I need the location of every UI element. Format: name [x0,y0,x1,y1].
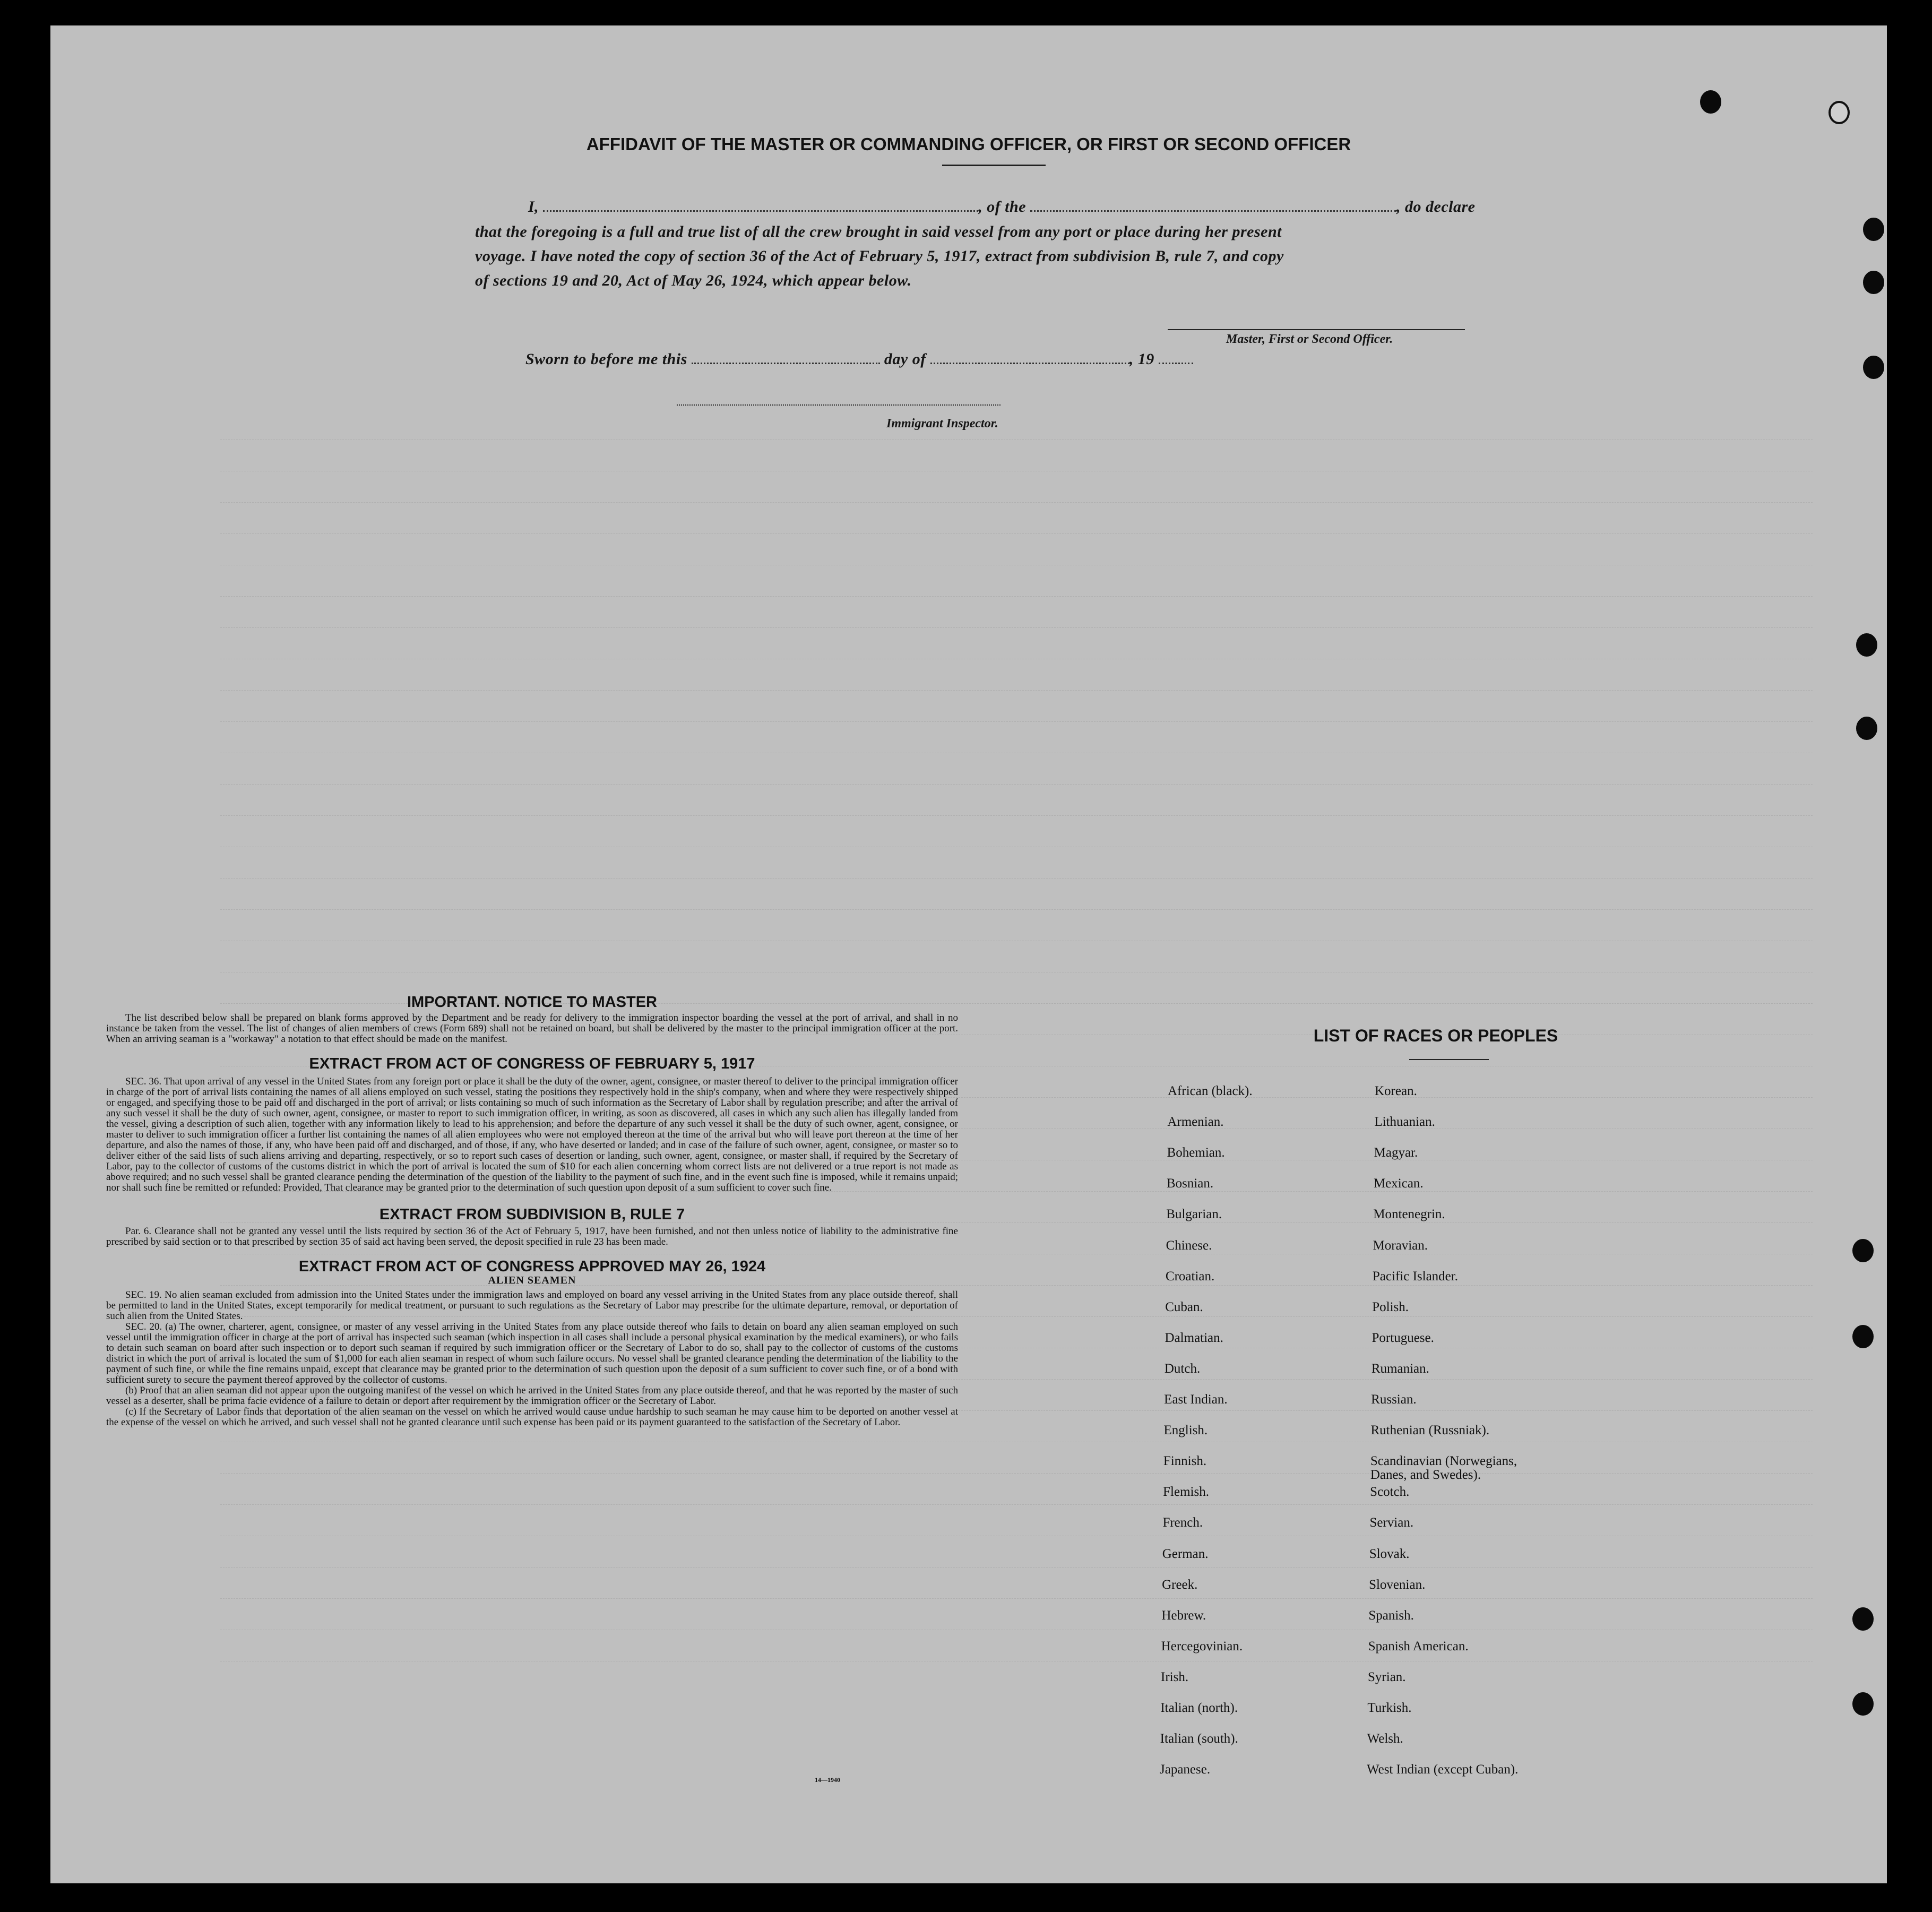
punch-hole-icon [1700,90,1721,114]
document-page [50,25,1887,1883]
master-signature-label: Master, First or Second Officer. [1226,332,1393,346]
race-entry: Slovenian. [1369,1577,1426,1592]
extract-1917-heading: EXTRACT FROM ACT OF CONGRESS OF FEBRUARY 5, 1917 [309,1055,755,1072]
bleed-through-row [220,502,1813,519]
bleed-through-row [220,1630,1813,1646]
bleed-through-row [220,1442,1813,1458]
bleed-through-row [220,1661,1813,1677]
punch-hole-icon [1852,1239,1874,1262]
race-entry: Japanese. [1160,1762,1211,1777]
affidavit-text-line-3: of sections 19 and 20, Act of May 26, 1924, which appear below. [475,272,912,289]
race-entry: East Indian. [1164,1392,1228,1407]
punch-hole-icon [1856,717,1877,740]
bleed-through-row [220,1473,1813,1489]
of-the-label: , of the [978,198,1027,216]
bleed-through-row [220,627,1813,644]
race-entry: Dutch. [1164,1361,1201,1376]
race-entry: Scotch. [1370,1485,1410,1500]
section-19-paragraph: SEC. 19. No alien seaman excluded from admission into the United States under the immigration laws and employed on board any vessel arriving in the United States from any place outside thereof, shall be permitted to land in the United States, except temporarily for medical treatment, or pursuant to such regulations as the Secretary of Labor may prescribe for the ultimate departure, removal, or deportation of such alien from the United States. [106,1289,958,1322]
race-entry: Spanish. [1368,1608,1414,1623]
race-entry: English. [1163,1423,1208,1438]
alien-seamen-subheading: ALIEN SEAMEN [488,1274,576,1286]
race-entry: Flemish. [1163,1485,1209,1500]
bleed-through-row [220,471,1813,487]
bleed-through-row [220,972,1813,988]
race-entry: Polish. [1372,1299,1409,1314]
master-signature-line[interactable] [1168,329,1465,330]
vessel-blank-field[interactable] [1030,207,1396,212]
day-of-label: day of [884,350,926,368]
race-entry: Servian. [1369,1515,1414,1530]
bleed-through-row [220,690,1813,707]
race-entry: Slovak. [1369,1546,1410,1561]
race-entry: Pacific Islander. [1372,1269,1458,1284]
bleed-through-row [220,659,1813,675]
inspector-signature-line[interactable] [677,404,1000,406]
section-36-paragraph: SEC. 36. That upon arrival of any vessel in the United States from any foreign port or place it shall be the duty of the owner, agent, consignee, or master thereof to deliver to the principal immigration officer in charge of the port of arrival lists containing the names of all aliens employed on such vessel, stating the positions they respectively hold in the ship's company, when and where they were respectively shipped or engaged, and specifying those to be paid off and discharged in the port of arrival; or lists containing so much of such information as the Secretary of Labor shall by regulation prescribe; and after the arrival of any such vessel it shall be the duty of such owner, agent, consignee, or master to report to such immigration officer, in writing, as soon as discovered, all cases in which any such alien has illegally landed from the vessel, giving a description of such alien, together with any information likely to lead to his apprehension; and before the departure of any such vessel it shall be the duty of such owner, agent, consignee, or master to deliver to such immigration officer a further list containing the names of all alien employees who were not employed thereon at the time of the arrival but who will leave port thereon at the time of her departure, and also the names of those, if any, who have been paid off and discharged, and of those, if any, who have deserted or landed; and in case of the failure of such owner, agent, consignee, or master so to deliver either of the said lists of such aliens arriving and departing, respectively, or so to report such cases of desertion or landing, such owner, agent, consignee, or master shall, if required by the Secretary of Labor, pay to the collector of customs of the customs district in which the port of arrival is located the sum of $10 for each alien concerning whom correct lists are not delivered or a true report is not made as above required; and no such vessel shall be granted clearance pending the determination of the question of the liability to the payment of such fine, and in the event such fine is imposed, while it remains unpaid; nor shall such fine be remitted or refunded: Provided, That clearance may be granted prior to the determination of such question upon deposit of a sum sufficient to cover such fine. [106,1076,958,1193]
bleed-through-row [220,565,1813,581]
notice-paragraph: The list described below shall be prepared on blank forms approved by the Department and be ready for delivery to the immigration inspector boarding the vessel at the port of arrival, and shall in no instance be taken from the vessel. The list of changes of alien members of crews (Form 689) shall not be retained on board, but shall be delivered by the master to the principal immigration officer at the port. When an arriving seaman is a "workaway" a notation to that effect should be made on the manifest. [106,1012,958,1045]
bleed-through-row [220,815,1813,832]
punch-hole-icon [1863,356,1884,379]
punch-hole-icon [1852,1325,1874,1348]
bleed-through-row [220,1567,1813,1583]
title-divider [942,165,1046,166]
race-entry: French. [1162,1515,1203,1530]
inspector-signature-label: Immigrant Inspector. [886,417,998,430]
section-20b-paragraph: (b) Proof that an alien seaman did not appear upon the outgoing manifest of the vessel on which he arrived in the United States from any place outside thereof, and that he was reported by the master of such vessel as a deserter, shall be prima facie evidence of a failure to detain or deport after requirement by the immigration officer or the Secretary of Labor. [106,1385,958,1407]
legal-notices-column [106,994,958,1428]
race-entry: Bohemian. [1167,1146,1225,1160]
race-entry: Korean. [1375,1084,1417,1098]
year-label: , 19 [1129,350,1154,368]
race-entry: Dalmatian. [1165,1330,1223,1345]
bleed-through-row [220,440,1813,456]
punch-hole-icon [1863,271,1884,294]
punch-hole-icon [1828,101,1850,124]
race-entry: Russian. [1371,1392,1417,1407]
race-entry: Hercegovinian. [1161,1639,1243,1653]
bleed-through-row [220,941,1813,957]
punch-hole-icon [1863,218,1884,241]
race-entry: Croatian. [1165,1269,1215,1284]
notice-heading: IMPORTANT. NOTICE TO MASTER [407,994,657,1011]
extract-rule-7-heading: EXTRACT FROM SUBDIVISION B, RULE 7 [379,1206,685,1223]
affidavit-title: AFFIDAVIT OF THE MASTER OR COMMANDING OFFICER, OR FIRST OR SECOND OFFICER [586,134,1351,154]
bleed-through-row [220,878,1813,894]
punch-hole-icon [1852,1692,1874,1716]
race-entry: Mexican. [1373,1176,1424,1191]
bleed-through-row [220,596,1813,613]
race-entry: Greek. [1162,1577,1198,1592]
races-divider [1409,1059,1489,1060]
form-number: 14—1940 [815,1776,840,1784]
race-entry: Finnish. [1163,1454,1207,1469]
race-entry: Portuguese. [1372,1330,1434,1345]
race-entry: Moravian. [1373,1238,1428,1253]
bleed-through-row [220,847,1813,863]
bleed-through-row [220,909,1813,926]
race-entry: Spanish American. [1368,1639,1469,1653]
race-entry: Welsh. [1367,1732,1403,1746]
bleed-through-row [220,1504,1813,1521]
i-label: I, [528,198,539,216]
month-blank-field[interactable] [930,359,1129,364]
sworn-label: Sworn to before me this [525,350,687,368]
year-blank-field[interactable] [1159,359,1193,364]
bleed-through-row [220,533,1813,550]
section-20c-paragraph: (c) If the Secretary of Labor finds that deportation of the alien seaman on the vessel on which he arrived would cause undue hardship to such seaman he may cause him to be deported on another vessel at the expense of the vessel on which he arrived, and such vessel shall not be granted clearance until such expense has been paid or its payment guaranteed to the satisfaction of the Secretary of Labor. [106,1406,958,1428]
races-heading: LIST OF RACES OR PEOPLES [1313,1026,1558,1045]
punch-hole-icon [1856,633,1877,657]
bleed-through-row [220,1598,1813,1615]
extract-1924-heading: EXTRACT FROM ACT OF CONGRESS APPROVED MAY 26, 1924 [298,1258,766,1275]
race-entry: West Indian (except Cuban). [1367,1762,1519,1777]
bleed-through-row [220,1536,1813,1552]
race-entry: Chinese. [1166,1238,1212,1253]
race-entry: Magyar. [1374,1146,1418,1160]
paragraph-6: Par. 6. Clearance shall not be granted any vessel until the lists required by section 36 of the Act of February 5, 1917, have been furnished, and not then unless notice of liability to the administrative fine prescribed by said section or to that prescribed by section 35 of said act having been served, the deposit specified in rule 23 has been made. [106,1226,958,1247]
race-entry: Armenian. [1167,1115,1224,1130]
race-entry: African (black). [1168,1084,1253,1098]
bleed-through-row [220,753,1813,769]
race-entry: Bosnian. [1166,1176,1214,1191]
race-entry: Irish. [1161,1669,1189,1684]
race-entry: Hebrew. [1161,1608,1206,1623]
race-entry: Rumanian. [1371,1361,1429,1376]
affidavit-text-line-1: that the foregoing is a full and true list of all the crew brought in said vessel from any port or place during her present [475,223,1282,240]
race-entry: Lithuanian. [1374,1115,1435,1130]
race-entry: Montenegrin. [1373,1207,1445,1222]
punch-hole-icon [1852,1607,1874,1631]
race-entry: Italian (north). [1160,1701,1238,1715]
affidavit-declaration-line [528,198,1563,216]
race-entry: Bulgarian. [1166,1207,1222,1222]
do-declare-label: , do declare [1396,198,1476,216]
race-entry: Syrian. [1368,1669,1406,1684]
day-blank-field[interactable] [692,359,880,364]
race-entry: Ruthenian (Russniak). [1370,1423,1490,1438]
section-20a-paragraph: SEC. 20. (a) The owner, charterer, agent, consignee, or master of any vessel arriving in the United States from any place outside thereof who fails to detain on board any alien seaman employed on such vessel until the immigration officer in charge at the port of arrival has inspected such seaman (which inspection in all cases shall include a personal physical examination by the medical examiners), or who fails to detain such seaman on board after such inspection or to deport such seaman if required by such immigration officer or the Secretary of Labor to do so, shall pay to the collector of customs of the customs district in which the port of arrival is located the sum of $1,000 for each alien seaman in respect of whom such failure occurs. No vessel shall be granted clearance pending the determination of the liability to the payment of such fine, or while the fine remains unpaid, except that clearance may be granted prior to the determination of such question upon the deposit of a sum sufficient to cover such fine, or of a bond with sufficient surety to secure the payment thereof approved by the collector of customs. [106,1321,958,1385]
race-entry: Italian (south). [1160,1732,1238,1746]
bleed-through-row [220,721,1813,738]
race-entry: Scandinavian (Norwegians, Danes, and Swedes). [1370,1454,1517,1483]
name-blank-field[interactable] [543,207,978,212]
race-entry: German. [1162,1546,1209,1561]
sworn-line [525,350,1322,368]
affidavit-text-line-2: voyage. I have noted the copy of section 36 of the Act of February 5, 1917, extract from subdivision B, rule 7, and copy [475,247,1284,265]
race-entry: Turkish. [1367,1701,1412,1715]
bleed-through-row [220,784,1813,800]
bleed-through-background [50,25,1887,1883]
race-entry: Cuban. [1165,1299,1203,1314]
